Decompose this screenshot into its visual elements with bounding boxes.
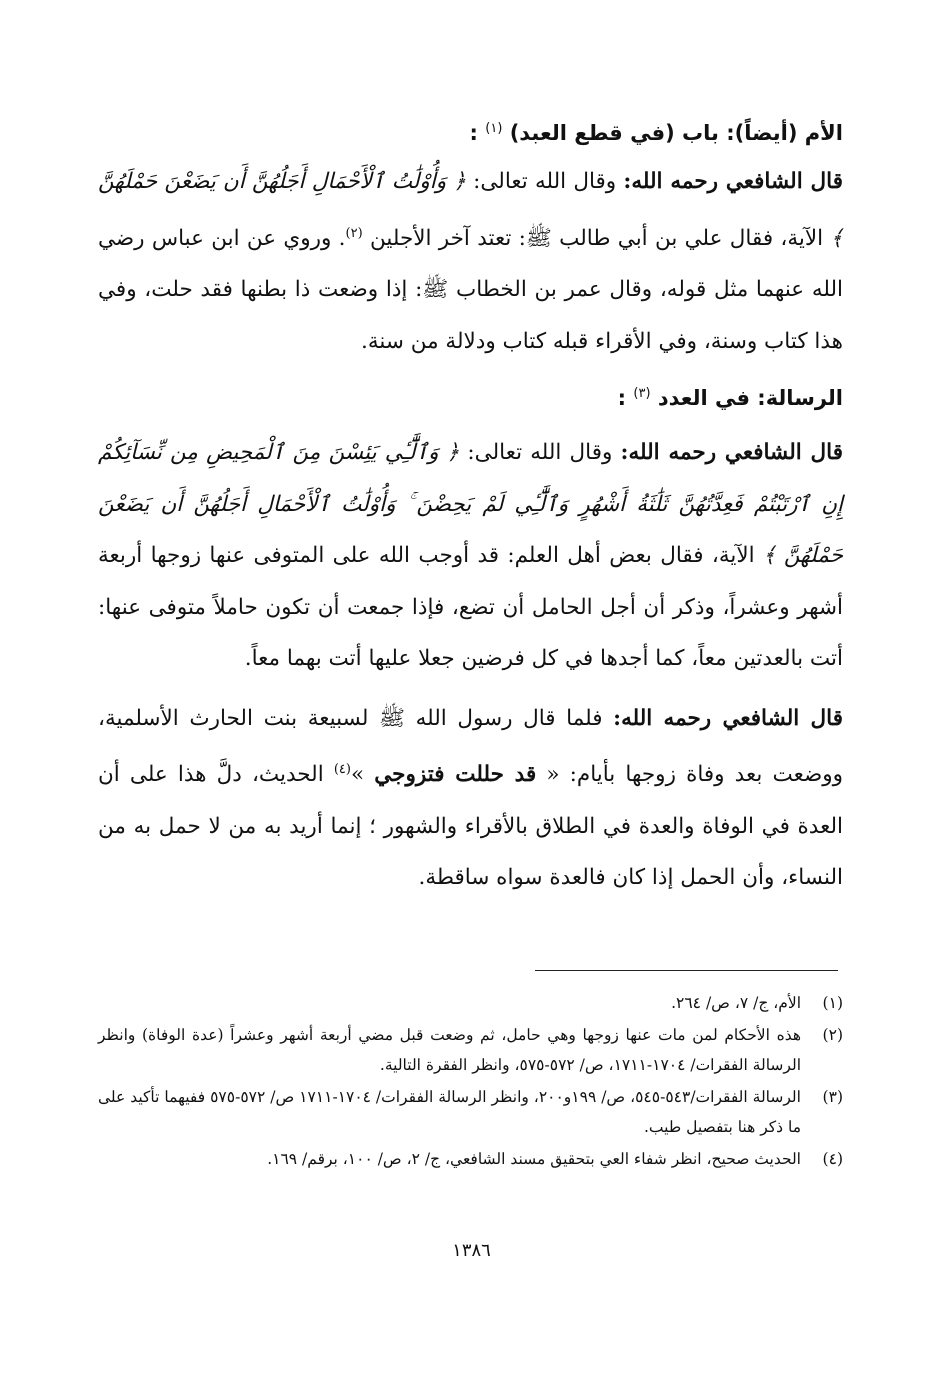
footnote-divider (535, 970, 838, 971)
paragraph-text: وقال الله تعالى: (459, 440, 621, 466)
paragraph (98, 427, 843, 685)
paragraph-text: فلما قال رسول الله ﷺ لسبيعة بنت الحارث الأسلمية، ووضعت بعد وفاة زوجها بأيام: « (98, 705, 843, 788)
speaker-label: قال الشافعي رحمه الله: (623, 169, 843, 194)
footnote-ref[interactable]: (٢) (345, 225, 363, 241)
footnote (98, 1020, 843, 1080)
main-text (98, 100, 843, 904)
quran-verse: ﴿ وَأُوْلَٰتُ ٱلْأَحْمَالِ أَجَلُهُنَّ أَن يَضَعْنَ حَمْلَهُنَّ ﴾ (98, 169, 843, 251)
footnote-number: (١) (822, 994, 843, 1012)
footnote-text: هذه الأحكام لمن مات عنها زوجها وهي حامل، ثم وضعت قبل مضي أربعة أشهر وعشراً (عدة الوفاة) وانظر الرسالة الفقرات/ ١٧٠٤-١٧١١، ص/ ٥٧٢-٥٧٥، وانظر الفقرة التالية. (98, 1026, 801, 1074)
footnotes (98, 988, 843, 1176)
speaker-label: قال الشافعي رحمه الله: (613, 705, 843, 731)
footnote-number: (٤) (822, 1150, 843, 1168)
hadith-quote: قد حللت فتزوجي (374, 762, 537, 788)
heading-text: الرسالة: في العدد (657, 386, 843, 411)
paragraph-text: الآية، فقال بعض أهل العلم: قد أوجب الله على المتوفى عنها زوجها أربعة أشهر وعشراً، وذكر أن أجل الحامل أن تضع، فإذا جمعت أن تكون حاملاً متوفى عنها: أتت بالعدتين معاً، كما أجدها في كل فرضين جعلا عليها أتت بهما معاً. (98, 543, 843, 672)
footnote-number: (٢) (822, 1026, 843, 1044)
footnote (98, 1082, 843, 1142)
footnote (98, 988, 843, 1018)
heading-colon: : (469, 121, 478, 145)
section-heading-risala (98, 379, 843, 413)
footnote (98, 1144, 843, 1174)
paragraph-text: الآية، فقال علي بن أبي طالب ﷺ: تعتد آخر الأجلين (369, 225, 831, 251)
footnote-text: الرسالة الفقرات/٥٤٣-٥٤٥، ص/ ١٩٩و٢٠٠، وانظر الرسالة الفقرات/ ١٧٠٤-١٧١١ ص/ ٥٧٢-٥٧٥ ففيهما تأكيد على ما ذكر هنا بتفصيل طيب. (98, 1088, 801, 1136)
footnote-text: الحديث صحيح، انظر شفاء العي بتحقيق مسند الشافعي، ج/ ٢، ص/ ١٠٠، برقم/ ١٦٩. (267, 1150, 801, 1168)
section-heading-umm (98, 114, 843, 148)
footnote-number: (٣) (822, 1088, 843, 1106)
paragraph (98, 693, 843, 904)
paragraph-text: . وروي عن ابن عباس رضي الله عنهما مثل قوله، وقال عمر بن الخطاب ﷺ: إذا وضعت ذا بطنها فقد حلت، وفي هذا كتاب وسنة، وفي الأقراء قبله كتاب ودلالة من سنة. (98, 225, 843, 354)
paragraph-text: » (350, 762, 375, 788)
heading-text: الأم (أيضاً): باب (في قطع العبد) (509, 121, 843, 145)
paragraph-text: وقال الله تعالى: (465, 169, 624, 194)
footnote-ref[interactable]: (١) (485, 121, 503, 136)
heading-colon: : (617, 386, 627, 411)
footnote-ref[interactable]: (٤) (333, 762, 351, 778)
speaker-label: قال الشافعي رحمه الله: (620, 440, 843, 466)
footnote-text: الأم، ج/ ٧، ص/ ٢٦٤. (671, 994, 801, 1012)
paragraph (98, 156, 843, 367)
quran-verse: ﴿ وَٱلَّٰٓـِٔي يَئِسْنَ مِنَ ٱلْمَحِيضِ مِن نِّسَآئِكُمْ إِنِ ٱرْتَبْتُمْ فَعِدَّتُهُنَّ ثَلَٰثَةُ أَشْهُرٍ وَٱلَّٰٓـِٔي لَمْ يَحِضْنَ ۚ وَأُوْلَٰتُ ٱلْأَحْمَالِ أَجَلُهُنَّ أَن يَضَعْنَ حَمْلَهُنَّ ﴾ (98, 440, 843, 569)
page-number: ١٣٨٦ (452, 1240, 491, 1261)
paragraph-text: الحديث، دلَّ هذا على أن العدة في الوفاة والعدة في الطلاق بالأقراء والشهور ؛ إنما أريد به من لا حمل به من النساء، وأن الحمل إذا كان فالعدة سواه ساقطة. (98, 762, 843, 891)
footnote-ref[interactable]: (٣) (633, 386, 651, 402)
